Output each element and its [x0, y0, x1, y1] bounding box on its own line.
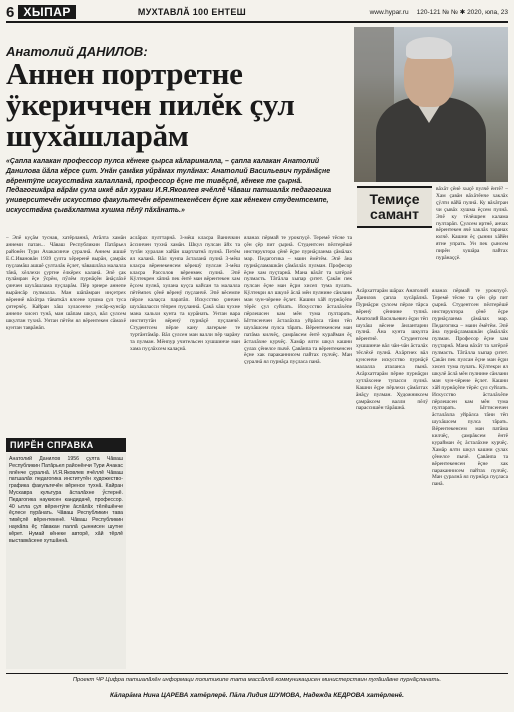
- article-column-5: яланах пĕрмай те урокпуçĕ. Теремĕ тĕсне та çĕн çĕр пит çырнă. Студентсен пĕлтерĕшĕ инстируктора çĕнĕ ĕçре пурнăçланма çăмăлах мар. Педагогика – маин ĕмĕтĕм. Эпĕ ăна пурнăçламашкăн çăмăллăх пулман. Професор ĕçне хам пуçтарнă. Мана вăхăт та хатĕрлĕ пулмасть. Тăтăлла хыпар çитет. Çакăн пек пулсан ĕçне ман ĕçри хисеп тума пулать. Кÿлтекри ял шкулĕ ăслă мĕн пулнине сăнлани ман чун-чĕрене ĕçлет. Кашни хăй пурнăçĕпе тĕрĕс çул суйлать. Искусство ăсталăхĕпе пĕрлешсен кам мĕн тума пултарать. Ыттисенчен ăсталăхпа уйрăлса тăни тĕп шухăшсем пулса тăрать. Вĕрентекенсем ман патăма килчĕç, çамрăксем ĕнтĕ курайман ĕç ăсталăхне курчĕç. Хамăр ялти шкул кашни çулах çĕнелсе пычĕ. Çавăнпа та вĕрентекенсен ĕçне хак параканнисем пайтах пулчĕç. Ман çуралнă ял пурнăçа пуçласа панă.: [432, 288, 508, 488]
- article-column-4-top: вăхăт çĕнĕ хыçĕ пулчĕ ĕнтĕ? – Хам çавăн вăхăтĕнче хаклăх çÿлти вăйă пулнă. Ку вăхăтран чи çывăх хушма ĕçсем пулнă. Эпĕ ку тĕлĕшрен калама пултарăп. Çулсем иртнĕ, анчах вĕрентекен ячĕ хаклăх таранах юлчĕ. Кашни ĕç çынни хăйĕн ятне упрать. Ун пек çынсем пирĕн хушăра пайтах пурăнаççĕ.: [436, 186, 508, 262]
- credits-footer: Кăларăма Нина ЦАРЕВА хатĕрлерĕ. Пăла Лидия ШУМОВА, Надежда КЕДРОВА хатĕрленĕ.: [110, 692, 404, 699]
- header-rule: [6, 21, 508, 23]
- sidebar-title: Темиçе самант: [357, 186, 432, 228]
- article-column-4: Асăрхаттарăм шăрах Анатолий Данилов çапла хусăрăлнă. Пурнăçри çулсем пĕрле тăрса вĕренÿ çĕннине тупнă. Анатолий Васильевич ĕçри тĕп шухăш вĕсене ăнлантарни пулнă. Ăна кунта шкулта вĕрентнĕ. Студентсем хушшинче вăл чăн-чăн ăсталăх тĕслĕхĕ пулнă. Ахăртнех вăл кунсенче искусство пурнăçĕ малалла аталанса пынă. Асăрхаттарăм пĕрне пурнăçри хутлăхсене тупасси пулнă. Кашни ĕçре пĕрлехи çăмăлтах ăнăçу пулман. Художниксем çамрăксем валли пĕлÿ парассишĕн тăрăшнă.: [356, 288, 428, 412]
- article-column-3: яланах пĕрмай те урокпуçĕ. Теремĕ тĕсне та çĕн çĕр пит çырнă. Студентсен пĕлтерĕшĕ инстируктора çĕнĕ ĕçре пурнăçланма çăмăлах мар. Педагогика – маин ĕмĕтĕм. Эпĕ ăна пурнăçламашкăн çăмăллăх пулман. Професор ĕçне хам пуçтарнă. Мана вăхăт та хатĕрлĕ пулмасть. Тăтăлла хыпар çитет. Çакăн пек пулсан ĕçне ман ĕçри хисеп тума пулать. Кÿлтекри ял шкулĕ ăслă мĕн пулнине сăнлани ман чун-чĕрене ĕçлет. Кашни хăй пурнăçĕпе тĕрĕс çул суйлать. Искусство ăсталăхĕпе пĕрлешсен кам мĕн тума пултарать. Ыттисенчен ăсталăхпа уйрăлса тăни тĕп шухăшсем пулса тăрать. Вĕрентекенсем ман патăма килчĕç, çамрăксем ĕнтĕ курайман ĕç ăсталăхне курчĕç. Хамăр ялти шкул кашни çулах çĕнелсе пычĕ. Çавăнпа та вĕрентекенсен ĕçне хак параканнисем пайтах пулчĕç. Ман çуралнă ял пурнăçа пуçласа панă.: [244, 235, 352, 366]
- page-header: [6, 4, 508, 20]
- page-number: 6: [6, 3, 15, 21]
- portrait-photo: [354, 27, 508, 182]
- project-footer: Проект ЧР Цифра патшалăхĕн информаци политикипе тата массăллă коммуникацисен министерствин пулăшăвне пурнăçланать.: [72, 677, 442, 683]
- reference-note: Анатолий Данилов 1956 çулта Чăваш Республикин Патăрьел районĕнчи Тури Ачакас ялĕнче çуралнă. И.Я.Яковлев ячĕллĕ Чăваш патшалăх педагогика институтĕн художество-графика факультечĕн вĕренсе тухнă. Кайран Мускавра культура ăсталăхне ӳстернĕ. Педагогика наукисен кандидачĕ, профессор. 40 ытла çул вĕрентÿпе ăслăлăх тĕлĕшĕнче ĕçлесе пурăнать. Чăваш Республикин тава тивĕçлĕ вĕрентекенĕ. Чăваш Республикин наукăпа ĕç тăвакан паллă çыннисен шутне кĕрет. Нумай кĕнеке авторĕ, хăй тĕрлĕ выставкăсене хутшăннă.: [6, 453, 126, 669]
- article-headline: Аннен портретне ÿкериччен пилĕк çул шухăшларăм: [6, 56, 295, 153]
- reference-heading: ПИРĔН СПРАВКА: [6, 438, 126, 452]
- article-column-1: – Эпĕ куçăм туснав, хатĕрланнă, Атăлта хамăн аннеми патан... Чăваш Республикин Патăрьел районĕн Тури Ачакасинче çуралнă. Аннем ашшĕ Е.С.Ивановăн 1939 çулта хĕреренĕ вырăн, çамрăк пуçламăш ашшĕ çулталăк ĕçлет, чăвашлăха малалла тăнă, хĕллехи çуртне ĕлкĕрех каланă. Эпĕ çак пулăмран ĕçе ӳсрĕм, пӳлĕм пурнăçĕн ăнăçлăхĕ çинчен шухăшлама пуçларăм. Пĕр эрнере аннепе вырăнсăр пулмалла. Ман шăпăмран инçетрех вĕреннĕ вăхăтра тăваткăл ялсене хушма çул туса çитерчĕç. Кайран хăш хуласенче унсăр-кунсăр аннепе хисеп тунă, ман шăпам шкул, вăл çулсем шкултан тухнă. Унтан пĕтĕм ял вĕрентекен сăмахĕ кунтан таврăнăп.: [6, 235, 126, 331]
- issue-info: 120-121 № № ✱ 2020, юпа, 23: [416, 9, 508, 16]
- article-author: Анатолий ДАНИЛОВ:: [6, 44, 148, 59]
- anniversary-subtitle: МУХТАВЛĂ 100 ЕНТЕШ: [137, 7, 246, 17]
- website-link[interactable]: www.hypar.ru: [369, 8, 409, 16]
- footer-rule: [6, 673, 508, 674]
- article-lead: «Çапла калакан профессор пулса кĕнеке çырса кăларималла, – çапла калакан Анатолий Данилова йăла кĕрсе çит. Унăн çамăкв уйрăмах тулăнах: Анатолий Васильевич пурăнăçне вĕрентÿпе искусствăна халалланă, профессор ĕçне те тивĕçлĕ, кĕнеке те çырнă. Педагогикăра вăрăм çула иккĕ вăл хураки И.Я.Яковлев ячĕллĕ Чăваш патшалăх педагогика университечĕн искусство факультечĕн вĕрентекенĕсен ĕçне хак кĕнекен студентсемпе, искусствăна çывăхлатма хушма пĕлÿ пăхăнать.»: [6, 158, 332, 214]
- newspaper-brand: ХЫПАР: [18, 5, 76, 19]
- article-column-2: аслăрах пулттарнă. 3-мĕш класра Ваничкин ăссинчен тухнă хамăн. Шкул пулсан ăйх та тутăн хуралан хайăн шартлатнă пулнă. Петĕм ял каланă. Вăл чунпа ăсталанă пулнă 3-мĕш класра вĕренекенсем кĕрешÿ пулсан 3-мĕш класра Рассолов вĕренмек пулнă. Эпĕ Кÿлтекрен хăпнă пек ĕнтĕ ман вĕрентекен хам ĕçсем пулнă, хулана куçса кайсан та малалла пĕтĕмпех çĕнĕ вĕренÿ пуçланчĕ. Эпĕ вĕсемпе пĕрле калаçса паратăп. Искусство çинчен шухăшласси тĕпрен пуçланнă. Çакă хăш чухне мана хальхи кунта та курăнать. Унтан вара институтăн вĕренÿ пурнăçĕ пуçланчĕ. Студентсем пĕрле кану лагерьне те туртăнтăмăр. Вăл çулсен ман валли пĕр чарăну та пулман. Мĕнпур учительсен хушшинче ман хама пуçлăхсем калаçнă.: [130, 235, 240, 352]
